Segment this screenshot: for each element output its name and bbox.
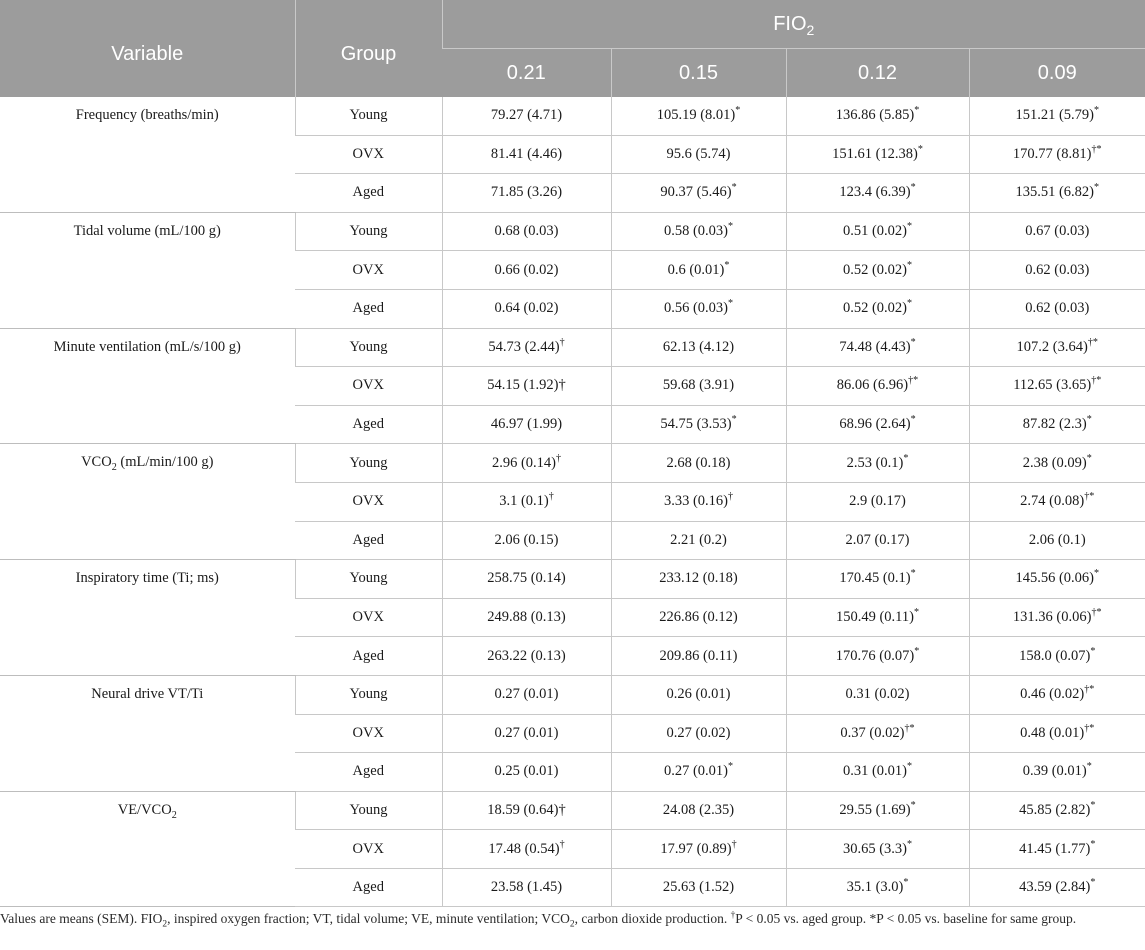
value-cell: [969, 560, 1145, 599]
significance-marker: *: [727, 761, 734, 773]
value-cell: [786, 560, 969, 599]
significance-marker: *: [903, 452, 909, 464]
significance-marker: *: [914, 105, 920, 117]
significance-marker: *: [1094, 105, 1100, 117]
value-cell: [786, 791, 969, 830]
cell-value: 3.33 (0.16): [663, 493, 728, 510]
value-cell: [442, 174, 611, 213]
cell-value: 25.63 (1.52): [662, 879, 735, 896]
table-row: [0, 97, 1145, 135]
header-level: 0.15: [611, 49, 786, 98]
header-variable: Variable: [0, 0, 295, 97]
value-cell: [786, 675, 969, 714]
significance-marker: *: [906, 298, 913, 310]
value-cell: [969, 714, 1145, 753]
cell-value: 170.45 (0.1): [839, 570, 911, 587]
variable-subscript: 2: [171, 809, 177, 821]
value-cell: [969, 791, 1145, 830]
significance-marker: *: [731, 414, 737, 426]
value-cell: [611, 212, 786, 251]
cell-value: 18.59 (0.64)†: [487, 801, 566, 818]
value-cell: [611, 135, 786, 174]
cell-value: 41.45 (1.77): [1019, 840, 1091, 857]
value-cell: [969, 598, 1145, 637]
cell-value: 0.52 (0.02): [842, 300, 907, 317]
value-cell: [611, 830, 786, 869]
value-cell: [442, 637, 611, 676]
value-cell: [969, 174, 1145, 213]
significance-marker: *: [906, 761, 913, 773]
value-cell: [442, 830, 611, 869]
cell-value: 170.76 (0.07): [835, 647, 915, 664]
value-cell: [442, 521, 611, 560]
cell-value: 0.66 (0.02): [494, 261, 559, 278]
footnote-sub: 2: [162, 919, 168, 930]
header-fio2: [442, 0, 1145, 49]
value-cell: [969, 135, 1145, 174]
group-cell: OVX: [295, 598, 442, 637]
group-cell: OVX: [295, 367, 442, 406]
footnote-text: Values are means (SEM). FIO: [0, 911, 163, 926]
cell-value: 23.58 (1.45): [490, 879, 563, 896]
table-header: [0, 0, 1145, 97]
significance-marker: †*: [908, 375, 919, 387]
table-row: [0, 212, 1145, 251]
significance-marker: *: [910, 568, 916, 580]
cell-value: 0.52 (0.02): [842, 261, 907, 278]
significance-marker: †*: [1087, 337, 1098, 349]
group-cell: Aged: [295, 289, 442, 328]
value-cell: [969, 830, 1145, 869]
significance-marker: †*: [1084, 684, 1095, 696]
cell-value: 0.46 (0.02): [1020, 686, 1085, 703]
significance-marker: *: [910, 414, 916, 426]
cell-value: 0.62 (0.03): [1025, 300, 1090, 317]
variable-cell: [0, 444, 295, 560]
cell-value: 54.75 (3.53): [660, 416, 732, 433]
cell-value: 0.27 (0.01): [494, 724, 559, 741]
variable-subscript: 2: [111, 462, 117, 474]
cell-value: 170.77 (8.81): [1012, 145, 1092, 162]
group-cell: OVX: [295, 482, 442, 521]
value-cell: [786, 174, 969, 213]
cell-value: 2.06 (0.1): [1028, 531, 1086, 548]
footnote-sub: 2: [569, 919, 575, 930]
value-cell: [611, 675, 786, 714]
variable-cell: [0, 328, 295, 444]
value-cell: [786, 598, 969, 637]
cell-value: 0.56 (0.03): [663, 300, 728, 317]
value-cell: [442, 251, 611, 290]
group-cell: OVX: [295, 251, 442, 290]
significance-marker: †*: [904, 722, 915, 734]
value-cell: [969, 753, 1145, 792]
group-cell: OVX: [295, 830, 442, 869]
cell-value: 62.13 (4.12): [662, 338, 735, 355]
cell-value: 43.59 (2.84): [1019, 879, 1091, 896]
table-row: [0, 328, 1145, 367]
cell-value: 0.68 (0.03): [494, 223, 559, 240]
significance-marker: *: [906, 838, 913, 850]
cell-value: 112.65 (3.65): [1013, 377, 1092, 394]
cell-value: 54.73 (2.44): [488, 338, 560, 355]
variable-label: Tidal volume (mL/100 g): [73, 222, 221, 239]
value-cell: [786, 637, 969, 676]
value-cell: [969, 675, 1145, 714]
value-cell: [611, 174, 786, 213]
cell-value: 158.0 (0.07): [1019, 647, 1091, 664]
cell-value: 30.65 (3.3): [842, 840, 907, 857]
value-cell: [786, 868, 969, 907]
value-cell: [442, 97, 611, 135]
value-cell: [442, 753, 611, 792]
group-cell: Young: [295, 560, 442, 599]
value-cell: [611, 560, 786, 599]
significance-marker: †: [548, 491, 554, 503]
value-cell: [786, 405, 969, 444]
table-row: [0, 675, 1145, 714]
group-cell: Aged: [295, 174, 442, 213]
value-cell: [969, 251, 1145, 290]
cell-value: 0.25 (0.01): [494, 763, 559, 780]
significance-marker: *: [910, 800, 916, 812]
cell-value: 123.4 (6.39): [839, 184, 911, 201]
cell-value: 17.97 (0.89): [660, 840, 732, 857]
value-cell: [786, 135, 969, 174]
cell-value: 151.21 (5.79): [1015, 107, 1094, 124]
cell-value: 0.39 (0.01): [1022, 763, 1087, 780]
cell-value: 35.1 (3.0): [846, 879, 904, 896]
cell-value: 258.75 (0.14): [487, 570, 566, 587]
value-cell: [969, 289, 1145, 328]
value-cell: [611, 405, 786, 444]
cell-value: 0.67 (0.03): [1025, 223, 1090, 240]
cell-value: 135.51 (6.82): [1015, 184, 1094, 201]
variable-cell: [0, 212, 295, 328]
group-cell: Young: [295, 212, 442, 251]
cell-value: 249.88 (0.13): [487, 609, 566, 626]
value-cell: [786, 251, 969, 290]
value-cell: [969, 328, 1145, 367]
footnote-text: P < 0.05 vs. aged group. *P < 0.05 vs. baseline for same group.: [735, 911, 1077, 926]
value-cell: [786, 212, 969, 251]
cell-value: 233.12 (0.18): [659, 570, 738, 587]
cell-value: 107.2 (3.64): [1016, 338, 1088, 355]
value-cell: [442, 675, 611, 714]
value-cell: [786, 444, 969, 483]
variable-cell: [0, 675, 295, 791]
value-cell: [611, 367, 786, 406]
value-cell: [442, 482, 611, 521]
significance-marker: †*: [1091, 144, 1102, 156]
cell-value: 2.74 (0.08): [1020, 493, 1085, 510]
cell-value: 2.21 (0.2): [670, 531, 727, 548]
cell-value: 3.1 (0.1): [499, 493, 549, 510]
table-row: [0, 791, 1145, 830]
value-cell: [442, 560, 611, 599]
significance-marker: *: [735, 105, 741, 117]
cell-value: 105.19 (8.01): [656, 107, 736, 124]
header-level: 0.21: [442, 49, 611, 98]
value-cell: [611, 637, 786, 676]
cell-value: 0.64 (0.02): [494, 300, 559, 317]
cell-value: 0.62 (0.03): [1025, 261, 1090, 278]
group-cell: Young: [295, 97, 442, 135]
cell-value: 0.26 (0.01): [666, 686, 731, 703]
group-cell: Aged: [295, 753, 442, 792]
cell-value: 263.22 (0.13): [487, 647, 566, 664]
cell-value: 0.31 (0.02): [845, 686, 910, 703]
cell-value: 95.6 (5.74): [666, 145, 731, 162]
value-cell: [442, 367, 611, 406]
cell-value: 0.58 (0.03): [663, 223, 728, 240]
value-cell: [442, 714, 611, 753]
significance-marker: †: [559, 838, 565, 850]
value-cell: [969, 444, 1145, 483]
cell-value: 0.6 (0.01): [667, 261, 725, 278]
group-cell: Aged: [295, 405, 442, 444]
significance-marker: †: [727, 491, 734, 503]
cell-value: 2.07 (0.17): [845, 531, 910, 548]
significance-marker: *: [727, 298, 734, 310]
value-cell: [442, 444, 611, 483]
cell-value: 0.37 (0.02): [840, 724, 905, 741]
cell-value: 0.31 (0.01): [842, 763, 907, 780]
cell-value: 2.68 (0.18): [666, 454, 731, 471]
value-cell: [786, 521, 969, 560]
value-cell: [786, 830, 969, 869]
cell-value: 81.41 (4.46): [490, 145, 563, 162]
group-cell: Aged: [295, 637, 442, 676]
significance-marker: *: [910, 337, 916, 349]
value-cell: [611, 714, 786, 753]
value-cell: [969, 521, 1145, 560]
significance-marker: *: [903, 877, 909, 889]
value-cell: [442, 405, 611, 444]
header-fio2-main: FIO: [773, 12, 807, 35]
cell-value: 54.15 (1.92)†: [487, 377, 566, 394]
value-cell: [611, 753, 786, 792]
cell-value: 151.61 (12.38): [832, 145, 918, 162]
significance-marker: *: [731, 182, 737, 194]
significance-marker: *: [724, 259, 730, 271]
value-cell: [611, 97, 786, 135]
significance-marker: †: [559, 337, 565, 349]
header-fio2-sub: 2: [806, 21, 815, 38]
variable-label: VE/VCO: [117, 801, 172, 818]
significance-marker: *: [1090, 800, 1096, 812]
value-cell: [969, 482, 1145, 521]
cell-value: 0.51 (0.02): [842, 223, 907, 240]
value-cell: [786, 753, 969, 792]
value-cell: [611, 289, 786, 328]
value-cell: [611, 868, 786, 907]
value-cell: [611, 791, 786, 830]
cell-value: 59.68 (3.91): [662, 377, 735, 394]
significance-marker: *: [906, 221, 913, 233]
cell-value: 2.9 (0.17): [849, 493, 906, 510]
footnote-text: , inspired oxygen fraction; VT, tidal volume; VE, minute ventilation; VCO: [167, 911, 570, 926]
variable-label: Neural drive VT/Ti: [91, 685, 204, 702]
value-cell: [442, 212, 611, 251]
cell-value: 226.86 (0.12): [659, 609, 738, 626]
cell-value: 90.37 (5.46): [660, 184, 732, 201]
header-group: Group: [295, 0, 442, 97]
significance-marker: †*: [1084, 722, 1095, 734]
cell-value: 0.27 (0.01): [663, 763, 728, 780]
cell-value: 29.55 (1.69): [839, 801, 911, 818]
value-cell: [969, 868, 1145, 907]
value-cell: [969, 97, 1145, 135]
variable-label: Inspiratory time (Ti; ms): [75, 570, 219, 587]
cell-value: 87.82 (2.3): [1022, 416, 1087, 433]
value-cell: [786, 97, 969, 135]
significance-marker: *: [1086, 761, 1092, 773]
group-cell: Aged: [295, 868, 442, 907]
cell-value: 0.27 (0.01): [494, 686, 559, 703]
variable-label: VCO: [81, 454, 112, 471]
significance-marker: *: [910, 182, 916, 194]
significance-marker: *: [913, 607, 920, 619]
value-cell: [969, 212, 1145, 251]
significance-marker: *: [1086, 414, 1092, 426]
significance-marker: †*: [1091, 607, 1102, 619]
value-cell: [611, 328, 786, 367]
value-cell: [442, 328, 611, 367]
cell-value: 17.48 (0.54): [488, 840, 560, 857]
cell-value: 145.56 (0.06): [1015, 570, 1094, 587]
variable-label: Frequency (breaths/min): [75, 107, 219, 123]
cell-value: 2.53 (0.1): [846, 454, 904, 471]
group-cell: OVX: [295, 135, 442, 174]
value-cell: [611, 482, 786, 521]
cell-value: 71.85 (3.26): [490, 184, 563, 201]
value-cell: [442, 598, 611, 637]
value-cell: [442, 135, 611, 174]
group-cell: Young: [295, 328, 442, 367]
value-cell: [442, 791, 611, 830]
cell-value: 24.08 (2.35): [662, 801, 735, 818]
value-cell: [611, 251, 786, 290]
cell-value: 2.96 (0.14): [491, 454, 556, 471]
footnote-dagger: †: [730, 910, 736, 921]
significance-marker: *: [917, 144, 923, 156]
cell-value: 45.85 (2.82): [1019, 801, 1091, 818]
value-cell: [969, 637, 1145, 676]
significance-marker: *: [1090, 877, 1096, 889]
cell-value: 46.97 (1.99): [490, 416, 563, 433]
variable-cell: [0, 791, 295, 907]
significance-marker: *: [1094, 182, 1100, 194]
cell-value: 0.48 (0.01): [1020, 724, 1085, 741]
value-cell: [611, 598, 786, 637]
significance-marker: *: [727, 221, 734, 233]
cell-value: 150.49 (0.11): [835, 609, 914, 626]
significance-marker: *: [906, 259, 913, 271]
header-level: 0.09: [969, 49, 1145, 98]
group-cell: Young: [295, 791, 442, 830]
table-footnote: [0, 909, 1140, 929]
significance-marker: †: [555, 452, 562, 464]
significance-marker: *: [1090, 645, 1096, 657]
cell-value: 68.96 (2.64): [839, 416, 911, 433]
cell-value: 131.36 (0.06): [1012, 609, 1092, 626]
significance-marker: †*: [1084, 491, 1095, 503]
cell-value: 136.86 (5.85): [835, 107, 915, 124]
cell-value: 79.27 (4.71): [490, 107, 563, 124]
value-cell: [786, 367, 969, 406]
value-cell: [969, 367, 1145, 406]
significance-marker: *: [1094, 568, 1100, 580]
value-cell: [442, 868, 611, 907]
table-row: [0, 560, 1145, 599]
group-cell: Aged: [295, 521, 442, 560]
variable-label-suffix: (mL/min/100 g): [116, 454, 214, 471]
cell-value: 0.27 (0.02): [666, 724, 731, 741]
variable-cell: [0, 560, 295, 676]
significance-marker: †: [731, 838, 737, 850]
significance-marker: *: [1090, 838, 1096, 850]
value-cell: [786, 328, 969, 367]
variable-cell: [0, 97, 295, 212]
cell-value: 2.38 (0.09): [1022, 454, 1087, 471]
value-cell: [786, 714, 969, 753]
table-row: [0, 444, 1145, 483]
value-cell: [786, 482, 969, 521]
significance-marker: *: [1086, 452, 1092, 464]
value-cell: [442, 289, 611, 328]
value-cell: [611, 444, 786, 483]
table-body: [0, 97, 1145, 907]
cell-value: 209.86 (0.11): [659, 647, 738, 664]
cell-value: 74.48 (4.43): [839, 338, 911, 355]
significance-marker: *: [914, 645, 920, 657]
cell-value: 86.06 (6.96): [836, 377, 909, 394]
group-cell: Young: [295, 444, 442, 483]
significance-marker: †*: [1091, 375, 1102, 387]
value-cell: [611, 521, 786, 560]
value-cell: [969, 405, 1145, 444]
group-cell: OVX: [295, 714, 442, 753]
variable-label: Minute ventilation (mL/s/100 g): [53, 338, 241, 355]
cell-value: 2.06 (0.15): [494, 531, 559, 548]
group-cell: Young: [295, 675, 442, 714]
footnote-text: , carbon dioxide production.: [574, 911, 731, 926]
header-level: 0.12: [786, 49, 969, 98]
value-cell: [786, 289, 969, 328]
